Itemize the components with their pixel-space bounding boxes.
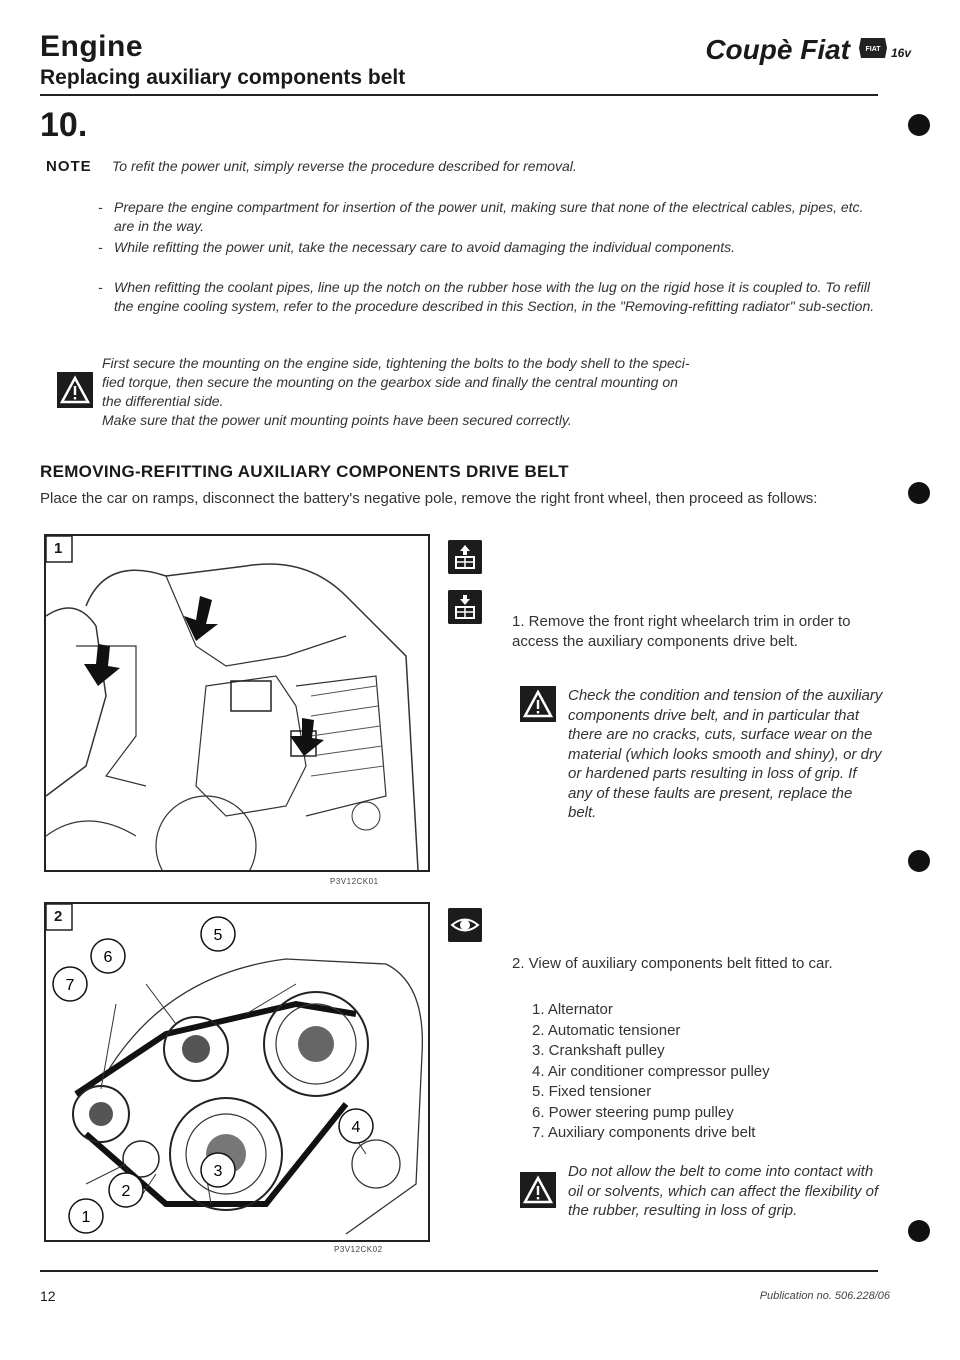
callout-circle <box>91 939 125 973</box>
remove-refit-icon <box>448 540 482 574</box>
legend-item: 2. Automatic tensioner <box>532 1021 681 1039</box>
warning-text: Do not allow the belt to come into contact with oil or solvents, which can affect the flexibility of the rubber, resulting in loss of grip. <box>568 1163 879 1219</box>
footer-rule <box>40 1270 878 1272</box>
svg-text:4: 4 <box>351 1119 361 1136</box>
warning-text: First secure the mounting on the engine side, tightening the bolts to the body shell to the speci- fied torque, then secure the mounting on the gearbox side and finally the central mounting on the differential side. Make sure that the power unit mounting points have been secured correctly. <box>102 355 690 428</box>
svg-text:7: 7 <box>65 977 75 994</box>
legend-item: 5. Fixed tensioner <box>532 1083 652 1100</box>
legend-item: 1. Alternator <box>532 1001 613 1018</box>
engine-badge: 16v <box>891 46 912 60</box>
callout-circle <box>201 917 235 951</box>
legend-item: 4. Air conditioner compressor pulley <box>532 1062 770 1080</box>
legend-item: 6. Power steering pump pulley <box>532 1103 734 1121</box>
warning-triangle-icon <box>520 1172 556 1208</box>
belt-drawing <box>46 904 428 1240</box>
wheelarch-drawing <box>46 536 428 870</box>
figure-number: 2 <box>54 908 63 925</box>
step-1-text: 1. Remove the front right wheelarch trim in order to access the auxiliary components drive belt. <box>512 613 851 650</box>
callout-circle <box>339 1109 373 1143</box>
publication-number: Publication no. 506.228/06 <box>759 1290 890 1302</box>
margin-dot <box>908 482 930 504</box>
figure-code: P3V12CK02 <box>334 1245 383 1254</box>
bullet-item: - When refitting the coolant pipes, line up the notch on the rubber hose with the lug on the rigid hose it is coupled to. To refill the engine cooling system, refer to the procedure described in this Section, in the "Removing-refitting radiator" sub-section. <box>98 279 875 314</box>
callout-circle <box>201 1153 235 1187</box>
figure-belt-layout <box>44 902 430 1242</box>
section-subtitle: Replacing auxiliary components belt <box>40 66 406 89</box>
page-number: 12 <box>40 1288 56 1304</box>
margin-dot <box>908 1220 930 1242</box>
section-heading: REMOVING-REFITTING AUXILIARY COMPONENTS DRIVE BELT <box>40 462 569 481</box>
svg-text:3: 3 <box>213 1163 223 1180</box>
legend-item: 7. Auxiliary components drive belt <box>532 1124 756 1141</box>
figure-number: 1 <box>54 540 63 557</box>
margin-dot <box>908 850 930 872</box>
warning-triangle-icon <box>57 372 93 408</box>
section-title: Engine <box>40 30 144 63</box>
header-rule <box>40 94 878 96</box>
legend-list <box>532 1000 770 1144</box>
warning-text: Check the condition and tension of the auxiliary components drive belt, and in particular that there are no cracks, cuts, surface wear on the material (which looks smooth and shiny), or dry or hardened parts resulting in loss of grip. If any of these faults are present, replace the belt. <box>568 687 883 821</box>
svg-text:1: 1 <box>81 1209 91 1226</box>
step-2-text: 2. View of auxiliary components belt fitted to car. <box>512 955 833 972</box>
section-number: 10. <box>40 106 88 144</box>
svg-text:5: 5 <box>213 927 223 944</box>
model-name: Coupè Fiat <box>705 34 850 65</box>
svg-text:FIAT: FIAT <box>865 46 881 53</box>
svg-text:2: 2 <box>121 1183 131 1200</box>
remove-refit-icon <box>448 590 482 624</box>
eye-view-icon <box>448 908 482 942</box>
legend-item: 3. Crankshaft pulley <box>532 1042 665 1059</box>
figure-wheelarch <box>44 534 430 872</box>
figure-code: P3V12CK01 <box>330 877 379 886</box>
intro-text: Place the car on ramps, disconnect the battery's negative pole, remove the right front wheel, then proceed as follows: <box>40 490 818 507</box>
bullet-item: - While refitting the power unit, take the necessary care to avoid damaging the individual components. <box>98 239 736 255</box>
callout-circle <box>69 1199 103 1233</box>
warning-triangle-icon <box>520 686 556 722</box>
bullet-item: - Prepare the engine compartment for insertion of the power unit, making sure that none of the electrical cables, pipes, etc. are in the way. <box>98 199 864 234</box>
callout-circle <box>109 1173 143 1207</box>
note-text: To refit the power unit, simply reverse the procedure described for removal. <box>112 158 577 174</box>
callout-circle <box>53 967 87 1001</box>
fiat-logo-icon <box>858 36 888 60</box>
svg-text:6: 6 <box>103 949 113 966</box>
margin-dot <box>908 114 930 136</box>
note-label: NOTE <box>46 158 92 175</box>
